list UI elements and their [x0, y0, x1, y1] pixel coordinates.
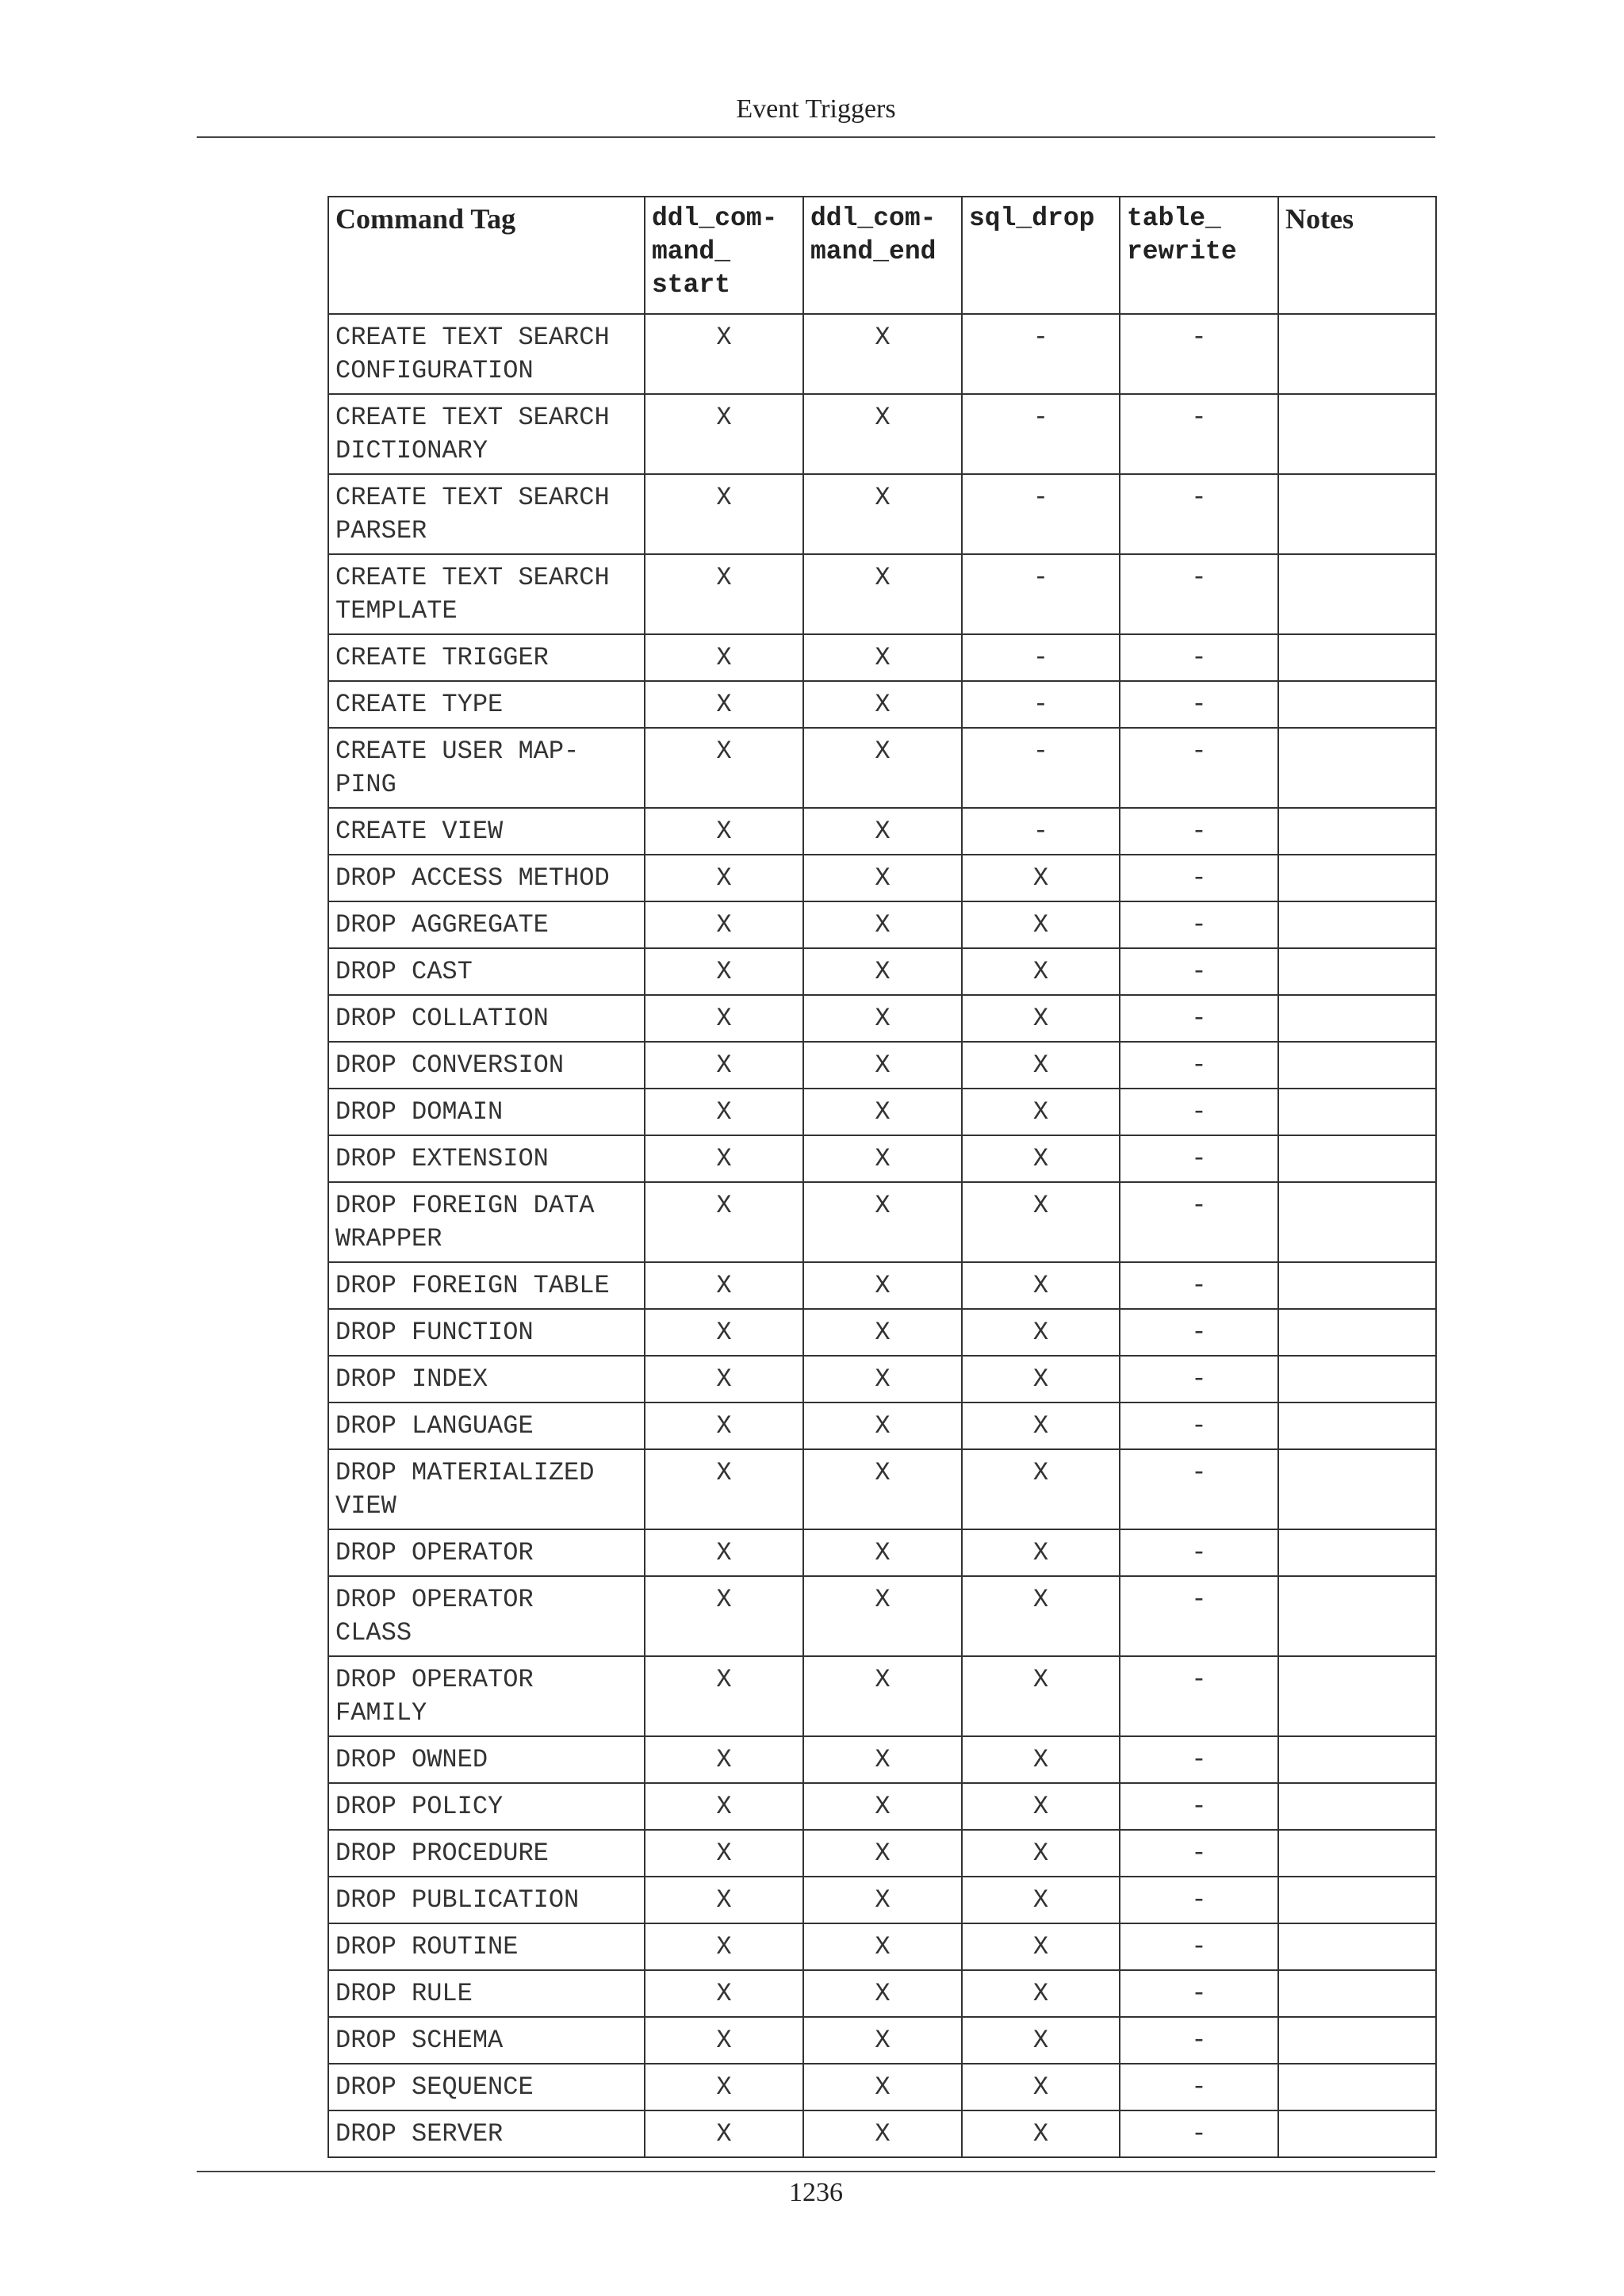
table-row — [328, 808, 1436, 855]
sql-drop-cell: X — [962, 2064, 1120, 2110]
notes-cell — [1278, 2064, 1436, 2110]
table-rewrite-cell: - — [1120, 1356, 1278, 1402]
ddl-command-start-cell: X — [645, 1356, 803, 1402]
table-rewrite-cell: - — [1120, 681, 1278, 728]
ddl-command-start-cell: X — [645, 634, 803, 681]
sql-drop-cell: X — [962, 901, 1120, 948]
ddl-command-end-cell: X — [803, 681, 962, 728]
ddl-command-end-cell: X — [803, 1449, 962, 1529]
ddl-command-start-cell: X — [645, 808, 803, 855]
table-rewrite-cell: - — [1120, 2110, 1278, 2157]
command-tag-cell: DROP OWNED — [328, 1736, 645, 1783]
ddl-command-start-cell: X — [645, 314, 803, 394]
table-rewrite-cell: - — [1120, 1877, 1278, 1923]
command-tag-cell: DROP INDEX — [328, 1356, 645, 1402]
table-rewrite-cell: - — [1120, 1309, 1278, 1356]
notes-cell — [1278, 995, 1436, 1042]
table-rewrite-cell: - — [1120, 1529, 1278, 1576]
sql-drop-cell: X — [962, 995, 1120, 1042]
command-tag-cell: DROP SERVER — [328, 2110, 645, 2157]
page-number: 1236 — [789, 2178, 843, 2207]
command-tag-cell: CREATE TRIGGER — [328, 634, 645, 681]
sql-drop-cell: - — [962, 634, 1120, 681]
sql-drop-cell: X — [962, 1576, 1120, 1656]
ddl-command-end-cell: X — [803, 1783, 962, 1830]
table-rewrite-cell: - — [1120, 1449, 1278, 1529]
command-tag-cell: CREATE TEXT SEARCH DICTIONARY — [328, 394, 645, 474]
table-body — [328, 314, 1436, 2157]
table-rewrite-cell: - — [1120, 808, 1278, 855]
table-rewrite-cell: - — [1120, 2064, 1278, 2110]
table-rewrite-cell: - — [1120, 948, 1278, 995]
sql-drop-cell: X — [962, 1923, 1120, 1970]
sql-drop-cell: X — [962, 1449, 1120, 1529]
sql-drop-cell: X — [962, 1736, 1120, 1783]
table-rewrite-cell: - — [1120, 1262, 1278, 1309]
notes-cell — [1278, 1402, 1436, 1449]
table-row — [328, 1830, 1436, 1877]
notes-cell — [1278, 1970, 1436, 2017]
ddl-command-start-cell: X — [645, 1576, 803, 1656]
notes-cell — [1278, 2110, 1436, 2157]
table-row — [328, 1356, 1436, 1402]
column-header-command-tag: Command Tag — [328, 197, 645, 314]
ddl-command-end-cell: X — [803, 1656, 962, 1736]
ddl-command-end-cell: X — [803, 1309, 962, 1356]
ddl-command-end-cell: X — [803, 314, 962, 394]
table-rewrite-cell: - — [1120, 394, 1278, 474]
command-tag-cell: DROP ROUTINE — [328, 1923, 645, 1970]
table-rewrite-cell: - — [1120, 1783, 1278, 1830]
table-rewrite-cell: - — [1120, 855, 1278, 901]
notes-cell — [1278, 1135, 1436, 1182]
ddl-command-start-cell: X — [645, 1736, 803, 1783]
ddl-command-end-cell: X — [803, 1736, 962, 1783]
command-tag-cell: DROP MATERIALIZED VIEW — [328, 1449, 645, 1529]
sql-drop-cell: X — [962, 1042, 1120, 1089]
sql-drop-cell: X — [962, 2110, 1120, 2157]
table-row — [328, 554, 1436, 634]
notes-cell — [1278, 1042, 1436, 1089]
ddl-command-end-cell: X — [803, 1262, 962, 1309]
ddl-command-end-cell: X — [803, 1576, 962, 1656]
table-row — [328, 1089, 1436, 1135]
notes-cell — [1278, 1877, 1436, 1923]
ddl-command-start-cell: X — [645, 1309, 803, 1356]
notes-cell — [1278, 394, 1436, 474]
ddl-command-start-cell: X — [645, 1182, 803, 1262]
header-divider — [197, 136, 1435, 138]
command-tag-cell: DROP COLLATION — [328, 995, 645, 1042]
command-tag-cell: DROP SCHEMA — [328, 2017, 645, 2064]
table-row — [328, 474, 1436, 554]
command-tag-cell: DROP SEQUENCE — [328, 2064, 645, 2110]
command-tag-cell: DROP OPERATOR FAMILY — [328, 1656, 645, 1736]
table-rewrite-cell: - — [1120, 1042, 1278, 1089]
sql-drop-cell: - — [962, 554, 1120, 634]
ddl-command-end-cell: X — [803, 855, 962, 901]
table-row — [328, 394, 1436, 474]
table-rewrite-cell: - — [1120, 1970, 1278, 2017]
table-row — [328, 2017, 1436, 2064]
ddl-command-end-cell: X — [803, 901, 962, 948]
ddl-command-start-cell: X — [645, 1402, 803, 1449]
command-tag-cell: DROP OPERATOR CLASS — [328, 1576, 645, 1656]
ddl-command-start-cell: X — [645, 2017, 803, 2064]
ddl-command-start-cell: X — [645, 1830, 803, 1877]
command-tag-cell: DROP PUBLICATION — [328, 1877, 645, 1923]
ddl-command-end-cell: X — [803, 1970, 962, 2017]
notes-cell — [1278, 1356, 1436, 1402]
notes-cell — [1278, 1309, 1436, 1356]
ddl-command-end-cell: X — [803, 1877, 962, 1923]
ddl-command-start-cell: X — [645, 1529, 803, 1576]
notes-cell — [1278, 1449, 1436, 1529]
table-rewrite-cell: - — [1120, 1923, 1278, 1970]
ddl-command-start-cell: X — [645, 474, 803, 554]
sql-drop-cell: X — [962, 1970, 1120, 2017]
ddl-command-end-cell: X — [803, 554, 962, 634]
table-rewrite-cell: - — [1120, 1576, 1278, 1656]
ddl-command-start-cell: X — [645, 2110, 803, 2157]
sql-drop-cell: X — [962, 1089, 1120, 1135]
ddl-command-end-cell: X — [803, 1830, 962, 1877]
command-tag-cell: DROP OPERATOR — [328, 1529, 645, 1576]
table-row — [328, 901, 1436, 948]
table-row — [328, 2110, 1436, 2157]
command-tag-cell: DROP FUNCTION — [328, 1309, 645, 1356]
table-row — [328, 1656, 1436, 1736]
ddl-command-end-cell: X — [803, 394, 962, 474]
ddl-command-end-cell: X — [803, 2017, 962, 2064]
command-tag-cell: DROP CAST — [328, 948, 645, 995]
ddl-command-start-cell: X — [645, 1262, 803, 1309]
table-row — [328, 1135, 1436, 1182]
sql-drop-cell: X — [962, 1656, 1120, 1736]
ddl-command-end-cell: X — [803, 2064, 962, 2110]
table-rewrite-cell: - — [1120, 995, 1278, 1042]
table-row — [328, 1309, 1436, 1356]
ddl-command-start-cell: X — [645, 1135, 803, 1182]
sql-drop-cell: X — [962, 855, 1120, 901]
notes-cell — [1278, 1783, 1436, 1830]
notes-cell — [1278, 855, 1436, 901]
table-row — [328, 314, 1436, 394]
table-rewrite-cell: - — [1120, 634, 1278, 681]
notes-cell — [1278, 314, 1436, 394]
ddl-command-end-cell: X — [803, 474, 962, 554]
command-tag-cell: CREATE TYPE — [328, 681, 645, 728]
ddl-command-end-cell: X — [803, 808, 962, 855]
notes-cell — [1278, 728, 1436, 808]
table-row — [328, 634, 1436, 681]
table-row — [328, 1970, 1436, 2017]
notes-cell — [1278, 1182, 1436, 1262]
ddl-command-end-cell: X — [803, 1529, 962, 1576]
ddl-command-start-cell: X — [645, 1970, 803, 2017]
table-rewrite-cell: - — [1120, 2017, 1278, 2064]
table-row — [328, 1783, 1436, 1830]
command-tag-cell: DROP FOREIGN DATA WRAPPER — [328, 1182, 645, 1262]
command-tag-cell: DROP FOREIGN TABLE — [328, 1262, 645, 1309]
ddl-command-end-cell: X — [803, 1089, 962, 1135]
table-rewrite-cell: - — [1120, 1135, 1278, 1182]
table-row — [328, 1402, 1436, 1449]
command-tag-cell: CREATE TEXT SEARCH CONFIGURATION — [328, 314, 645, 394]
notes-cell — [1278, 1656, 1436, 1736]
notes-cell — [1278, 634, 1436, 681]
table-rewrite-cell: - — [1120, 554, 1278, 634]
ddl-command-start-cell: X — [645, 948, 803, 995]
ddl-command-start-cell: X — [645, 1783, 803, 1830]
sql-drop-cell: X — [962, 1783, 1120, 1830]
table-row — [328, 1877, 1436, 1923]
ddl-command-end-cell: X — [803, 1042, 962, 1089]
footer-divider — [197, 2171, 1435, 2172]
sql-drop-cell: - — [962, 394, 1120, 474]
sql-drop-cell: - — [962, 681, 1120, 728]
column-header-sql-drop: sql_drop — [962, 197, 1120, 314]
sql-drop-cell: X — [962, 1402, 1120, 1449]
ddl-command-start-cell: X — [645, 2064, 803, 2110]
notes-cell — [1278, 474, 1436, 554]
command-tag-cell: DROP CONVERSION — [328, 1042, 645, 1089]
ddl-command-start-cell: X — [645, 1449, 803, 1529]
table-row — [328, 1576, 1436, 1656]
notes-cell — [1278, 554, 1436, 634]
sql-drop-cell: X — [962, 1182, 1120, 1262]
ddl-command-end-cell: X — [803, 1923, 962, 1970]
ddl-command-start-cell: X — [645, 1923, 803, 1970]
notes-cell — [1278, 808, 1436, 855]
sql-drop-cell: - — [962, 314, 1120, 394]
command-tag-cell: DROP DOMAIN — [328, 1089, 645, 1135]
ddl-command-end-cell: X — [803, 728, 962, 808]
table-rewrite-cell: - — [1120, 1089, 1278, 1135]
table-row — [328, 995, 1436, 1042]
table-row — [328, 1736, 1436, 1783]
table-header-row — [328, 197, 1436, 314]
ddl-command-start-cell: X — [645, 1042, 803, 1089]
table-rewrite-cell: - — [1120, 1402, 1278, 1449]
table-row — [328, 1529, 1436, 1576]
table-row — [328, 948, 1436, 995]
table-rewrite-cell: - — [1120, 1656, 1278, 1736]
ddl-command-end-cell: X — [803, 1402, 962, 1449]
column-header-notes: Notes — [1278, 197, 1436, 314]
table-row — [328, 2064, 1436, 2110]
table-row — [328, 855, 1436, 901]
notes-cell — [1278, 1529, 1436, 1576]
table-row — [328, 1449, 1436, 1529]
command-tag-cell: DROP EXTENSION — [328, 1135, 645, 1182]
sql-drop-cell: - — [962, 474, 1120, 554]
command-tag-cell: DROP AGGREGATE — [328, 901, 645, 948]
ddl-command-end-cell: X — [803, 1356, 962, 1402]
command-tag-cell: DROP LANGUAGE — [328, 1402, 645, 1449]
notes-cell — [1278, 1736, 1436, 1783]
column-header-ddl-command-start: ddl_com- mand_ start — [645, 197, 803, 314]
sql-drop-cell: X — [962, 1356, 1120, 1402]
ddl-command-start-cell: X — [645, 995, 803, 1042]
ddl-command-end-cell: X — [803, 1182, 962, 1262]
sql-drop-cell: X — [962, 1830, 1120, 1877]
table-row — [328, 1042, 1436, 1089]
sql-drop-cell: X — [962, 2017, 1120, 2064]
notes-cell — [1278, 1923, 1436, 1970]
event-trigger-support-table — [327, 196, 1435, 2158]
sql-drop-cell: X — [962, 1262, 1120, 1309]
command-tag-cell: DROP ACCESS METHOD — [328, 855, 645, 901]
column-header-table-rewrite: table_ rewrite — [1120, 197, 1278, 314]
ddl-command-end-cell: X — [803, 995, 962, 1042]
ddl-command-start-cell: X — [645, 681, 803, 728]
command-tag-cell: CREATE VIEW — [328, 808, 645, 855]
command-tag-cell: DROP POLICY — [328, 1783, 645, 1830]
ddl-command-end-cell: X — [803, 1135, 962, 1182]
sql-drop-cell: X — [962, 1877, 1120, 1923]
table-row — [328, 1923, 1436, 1970]
command-tag-cell: CREATE TEXT SEARCH PARSER — [328, 474, 645, 554]
notes-cell — [1278, 901, 1436, 948]
notes-cell — [1278, 681, 1436, 728]
table-rewrite-cell: - — [1120, 901, 1278, 948]
ddl-command-start-cell: X — [645, 1656, 803, 1736]
page-header: Event Triggers — [736, 94, 896, 124]
ddl-command-start-cell: X — [645, 1877, 803, 1923]
notes-cell — [1278, 1830, 1436, 1877]
table-rewrite-cell: - — [1120, 1736, 1278, 1783]
command-tag-cell: CREATE TEXT SEARCH TEMPLATE — [328, 554, 645, 634]
sql-drop-cell: - — [962, 808, 1120, 855]
table-rewrite-cell: - — [1120, 1830, 1278, 1877]
ddl-command-start-cell: X — [645, 855, 803, 901]
command-tag-cell: DROP PROCEDURE — [328, 1830, 645, 1877]
table-row — [328, 681, 1436, 728]
ddl-command-start-cell: X — [645, 554, 803, 634]
sql-drop-cell: X — [962, 1309, 1120, 1356]
sql-drop-cell: - — [962, 728, 1120, 808]
ddl-command-end-cell: X — [803, 634, 962, 681]
ddl-command-start-cell: X — [645, 728, 803, 808]
notes-cell — [1278, 1576, 1436, 1656]
table-row — [328, 1182, 1436, 1262]
notes-cell — [1278, 948, 1436, 995]
table-rewrite-cell: - — [1120, 1182, 1278, 1262]
sql-drop-cell: X — [962, 948, 1120, 995]
notes-cell — [1278, 1262, 1436, 1309]
sql-drop-cell: X — [962, 1529, 1120, 1576]
column-header-ddl-command-end: ddl_com- mand_end — [803, 197, 962, 314]
table-rewrite-cell: - — [1120, 728, 1278, 808]
ddl-command-start-cell: X — [645, 1089, 803, 1135]
ddl-command-end-cell: X — [803, 948, 962, 995]
sql-drop-cell: X — [962, 1135, 1120, 1182]
ddl-command-start-cell: X — [645, 901, 803, 948]
command-tag-cell: CREATE USER MAP- PING — [328, 728, 645, 808]
command-tag-cell: DROP RULE — [328, 1970, 645, 2017]
table-rewrite-cell: - — [1120, 474, 1278, 554]
table-rewrite-cell: - — [1120, 314, 1278, 394]
notes-cell — [1278, 1089, 1436, 1135]
ddl-command-start-cell: X — [645, 394, 803, 474]
table-row — [328, 1262, 1436, 1309]
table-row — [328, 728, 1436, 808]
ddl-command-end-cell: X — [803, 2110, 962, 2157]
notes-cell — [1278, 2017, 1436, 2064]
